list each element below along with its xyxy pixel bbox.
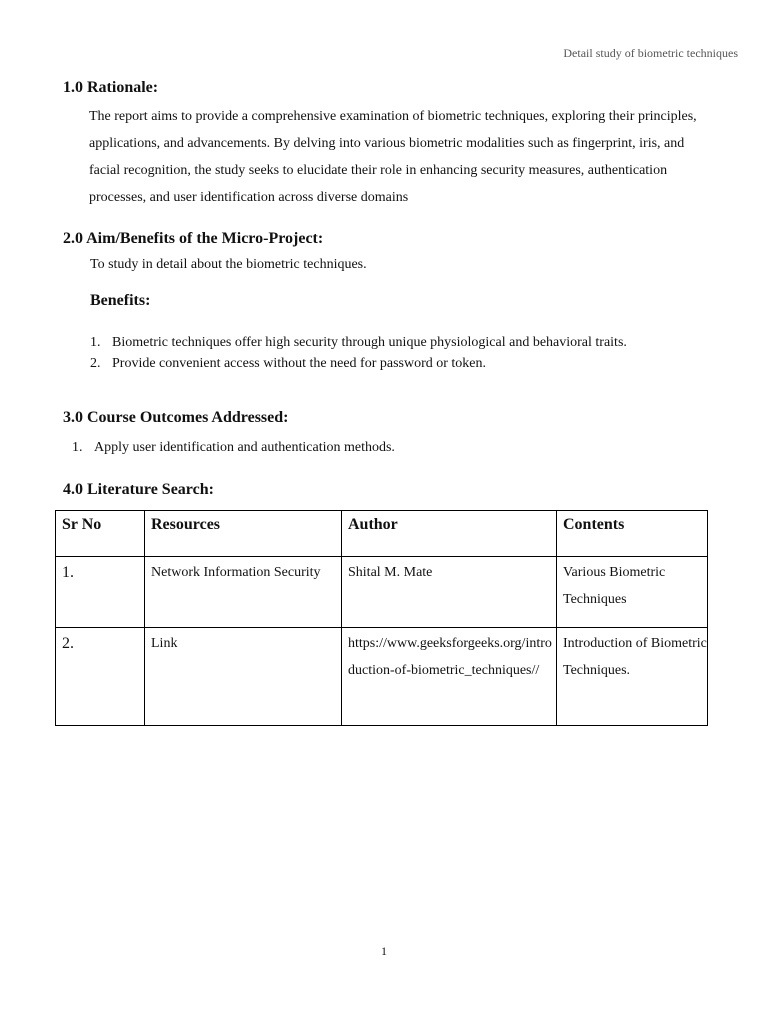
column-header: Contents bbox=[557, 511, 708, 557]
list-item bbox=[72, 437, 395, 458]
list-number: 1. bbox=[72, 440, 83, 455]
literature-table bbox=[55, 510, 708, 726]
rationale-heading: 1.0 Rationale: bbox=[63, 79, 159, 96]
list-number: 1. bbox=[90, 335, 101, 350]
table-row bbox=[56, 628, 708, 726]
list-text: Apply user identification and authentication methods. bbox=[94, 440, 395, 455]
benefits-heading: Benefits: bbox=[90, 292, 151, 309]
list-item bbox=[90, 353, 627, 374]
list-text: Biometric techniques offer high security through unique physiological and behavioral traits. bbox=[112, 335, 627, 350]
rationale-paragraph: The report aims to provide a comprehensive examination of biometric techniques, exploring their principles, applications, and advancements. By delving into various biometric modalities such as fingerprint, iris, and facial recognition, the study seeks to elucidate their role in enhancing security measures, authentication processes, and user identification across diverse domains bbox=[89, 109, 697, 205]
table-row bbox=[56, 557, 708, 628]
list-item bbox=[90, 332, 627, 353]
contents-cell: Introduction of Biometric Techniques. bbox=[557, 628, 708, 726]
column-header: Resources bbox=[145, 511, 342, 557]
sr-cell: 1. bbox=[56, 557, 145, 628]
author-cell: https://www.geeksforgeeks.org/introduction-of-biometric_techniques// bbox=[342, 628, 557, 726]
page-number: 1 bbox=[381, 944, 387, 958]
resource-cell: Network Information Security bbox=[145, 557, 342, 628]
sr-cell: 2. bbox=[56, 628, 145, 726]
aim-text: To study in detail about the biometric techniques. bbox=[90, 257, 367, 272]
outcomes-heading: 3.0 Course Outcomes Addressed: bbox=[63, 409, 289, 426]
list-number: 2. bbox=[90, 356, 101, 371]
list-text: Provide convenient access without the need for password or token. bbox=[112, 356, 487, 371]
outcomes-list bbox=[72, 437, 395, 458]
table-header-row bbox=[56, 511, 708, 557]
running-header: Detail study of biometric techniques bbox=[563, 46, 738, 60]
author-cell: Shital M. Mate bbox=[342, 557, 557, 628]
column-header: Sr No bbox=[56, 511, 145, 557]
resource-cell: Link bbox=[145, 628, 342, 726]
aim-heading: 2.0 Aim/Benefits of the Micro-Project: bbox=[63, 230, 324, 247]
benefits-list bbox=[90, 332, 627, 374]
literature-heading: 4.0 Literature Search: bbox=[63, 481, 214, 498]
column-header: Author bbox=[342, 511, 557, 557]
contents-cell: Various Biometric Techniques bbox=[557, 557, 708, 628]
